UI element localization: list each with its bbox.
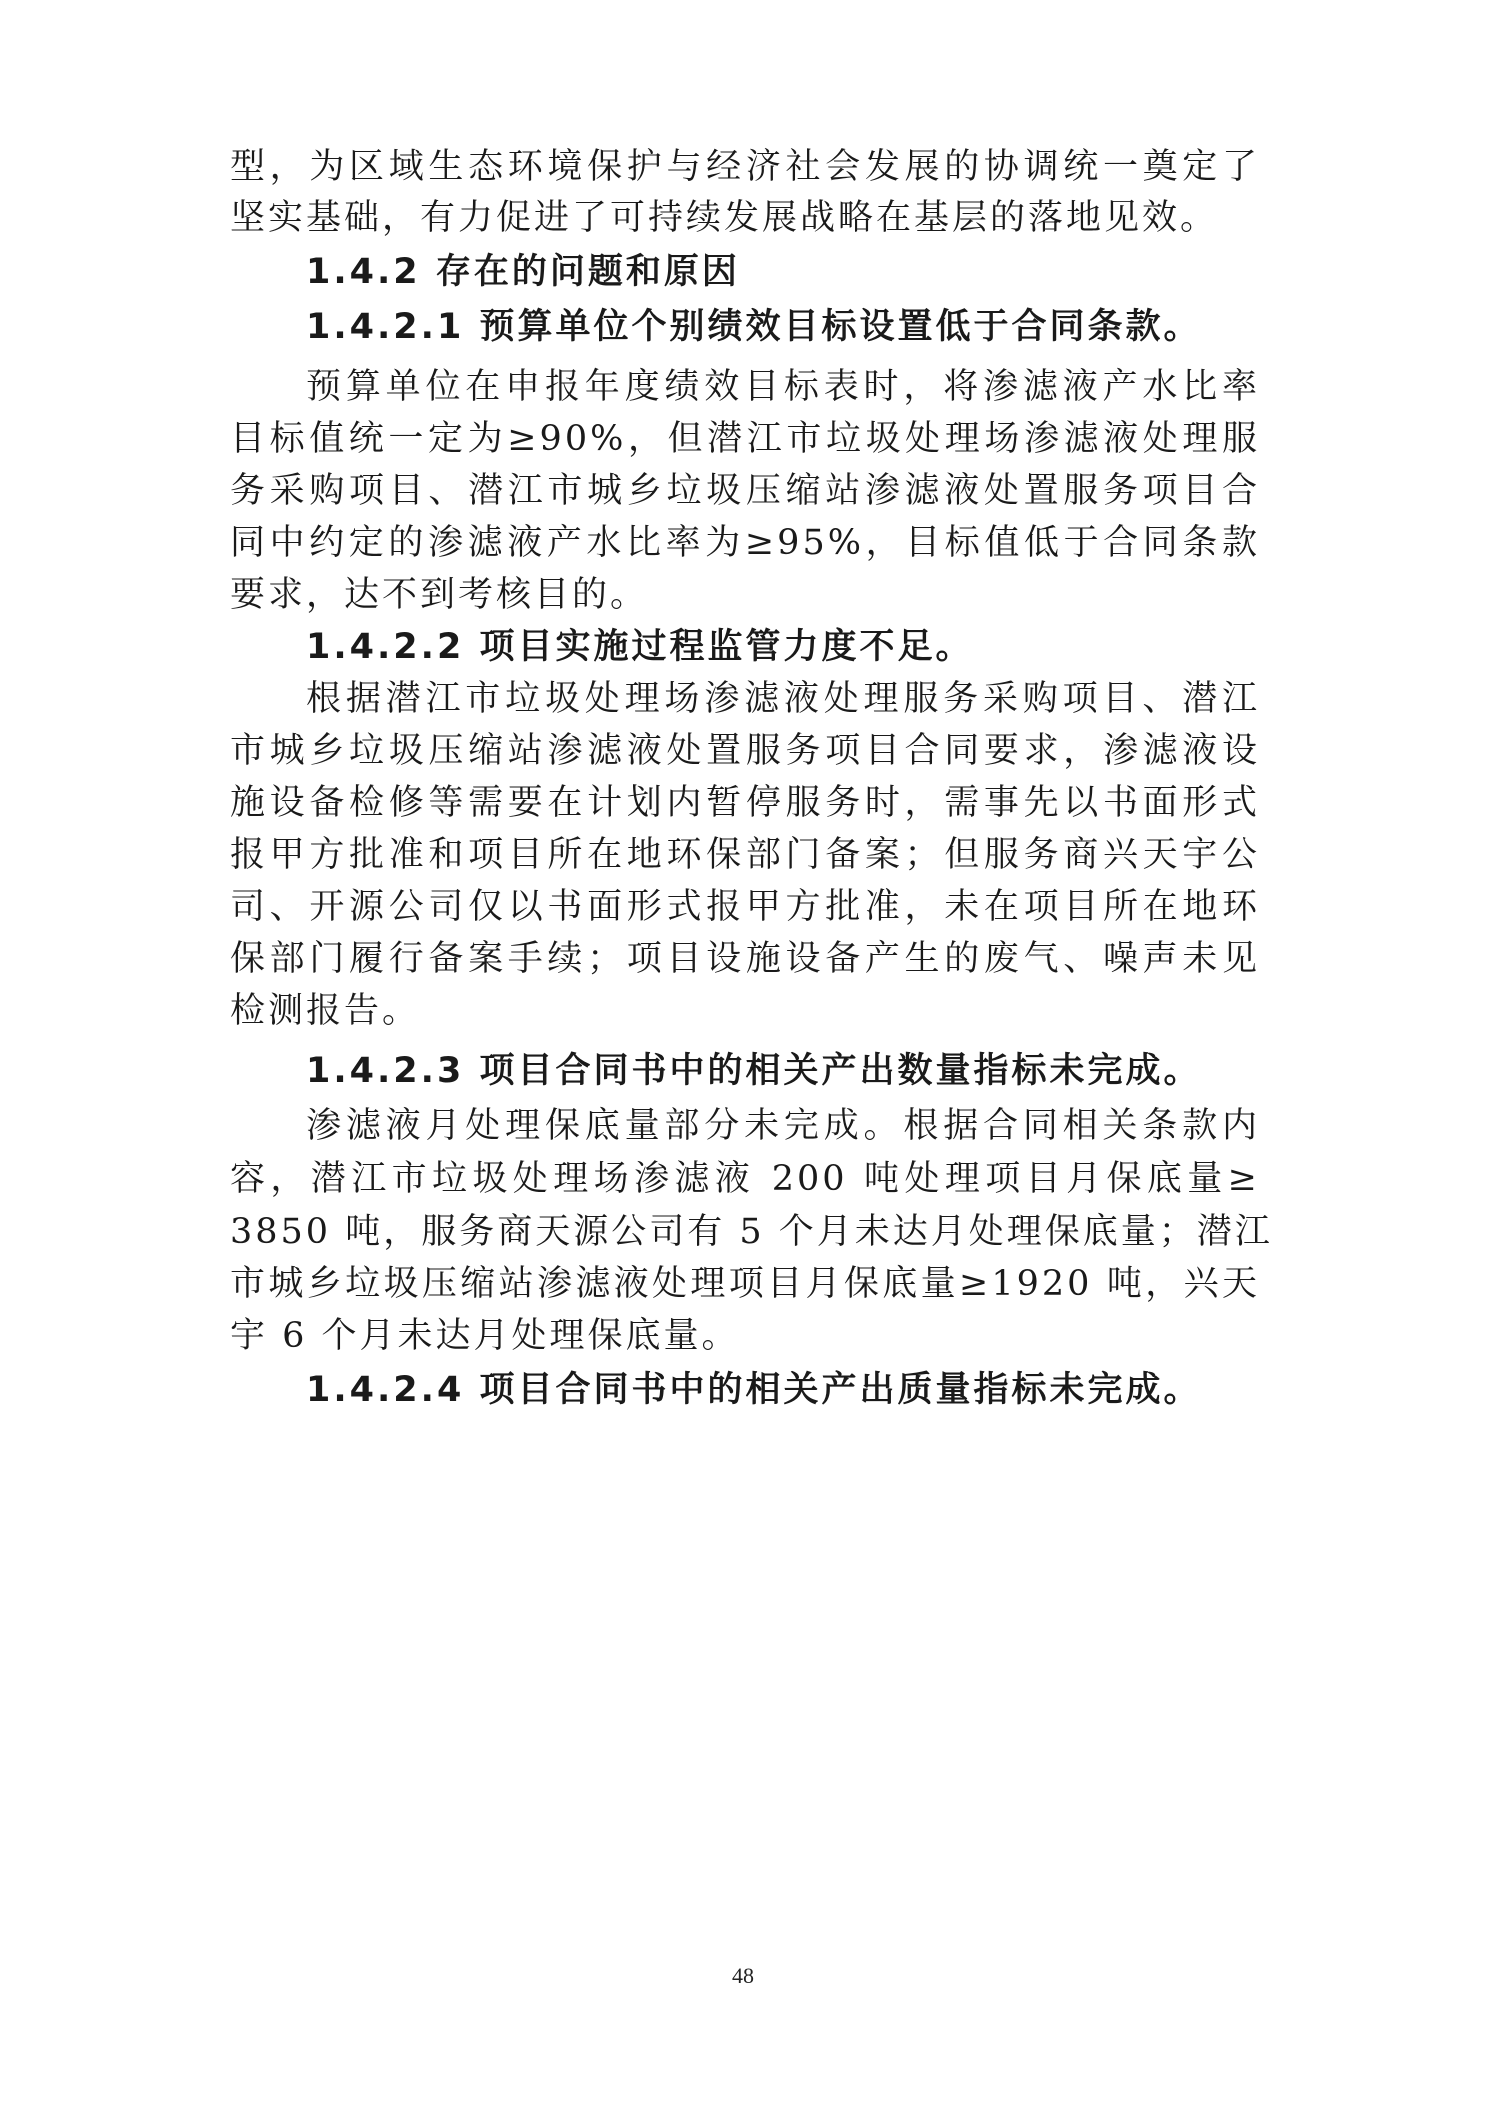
paragraph-line: 容，潜江市垃圾处理场渗滤液 200 吨处理项目月保底量≥ (230, 1159, 1260, 1199)
paragraph-line: 市城乡垃圾压缩站渗滤液处理项目月保底量≥1920 吨，兴天 (230, 1264, 1260, 1304)
paragraph-line: 宇 6 个月未达月处理保底量。 (230, 1316, 740, 1356)
paragraph-line: 目标值统一定为≥90%，但潜江市垃圾处理场渗滤液处理服 (230, 419, 1260, 459)
page-number: 48 (732, 1963, 754, 1988)
paragraph-line: 同中约定的渗滤液产水比率为≥95%，目标值低于合同条款 (230, 523, 1260, 563)
paragraph-line: 保部门履行备案手续；项目设施设备产生的废气、噪声未见 (230, 939, 1260, 979)
section-heading-1-4-2-1: 1.4.2.1 预算单位个别绩效目标设置低于合同条款。 (306, 307, 1202, 347)
paragraph-line: 报甲方批准和项目所在地环保部门备案；但服务商兴天宇公 (230, 835, 1260, 875)
paragraph-line: 务采购项目、潜江市城乡垃圾压缩站渗滤液处置服务项目合 (230, 471, 1260, 511)
paragraph-line: 要求，达不到考核目的。 (230, 575, 649, 615)
paragraph-line: 检测报告。 (230, 991, 421, 1031)
section-heading-1-4-2-2: 1.4.2.2 项目实施过程监管力度不足。 (306, 627, 974, 667)
paragraph-line: 渗滤液月处理保底量部分未完成。根据合同相关条款内 (306, 1106, 1260, 1146)
paragraph-line: 施设备检修等需要在计划内暂停服务时，需事先以书面形式 (230, 783, 1260, 823)
section-heading-1-4-2: 1.4.2 存在的问题和原因 (306, 252, 740, 292)
intro-line-1: 型，为区域生态环境保护与经济社会发展的协调统一奠定了 (230, 147, 1260, 187)
paragraph-line: 司、开源公司仅以书面形式报甲方批准，未在项目所在地环 (230, 887, 1260, 927)
section-heading-1-4-2-3: 1.4.2.3 项目合同书中的相关产出数量指标未完成。 (306, 1051, 1202, 1091)
section-heading-1-4-2-4: 1.4.2.4 项目合同书中的相关产出质量指标未完成。 (306, 1370, 1202, 1410)
intro-line-2: 坚实基础，有力促进了可持续发展战略在基层的落地见效。 (230, 198, 1219, 238)
paragraph-line: 3850 吨，服务商天源公司有 5 个月未达月处理保底量；潜江 (230, 1212, 1273, 1252)
paragraph-line: 市城乡垃圾压缩站渗滤液处置服务项目合同要求，渗滤液设 (230, 731, 1260, 771)
paragraph-line: 根据潜江市垃圾处理场渗滤液处理服务采购项目、潜江 (306, 679, 1260, 719)
paragraph-line: 预算单位在申报年度绩效目标表时，将渗滤液产水比率 (306, 367, 1260, 407)
